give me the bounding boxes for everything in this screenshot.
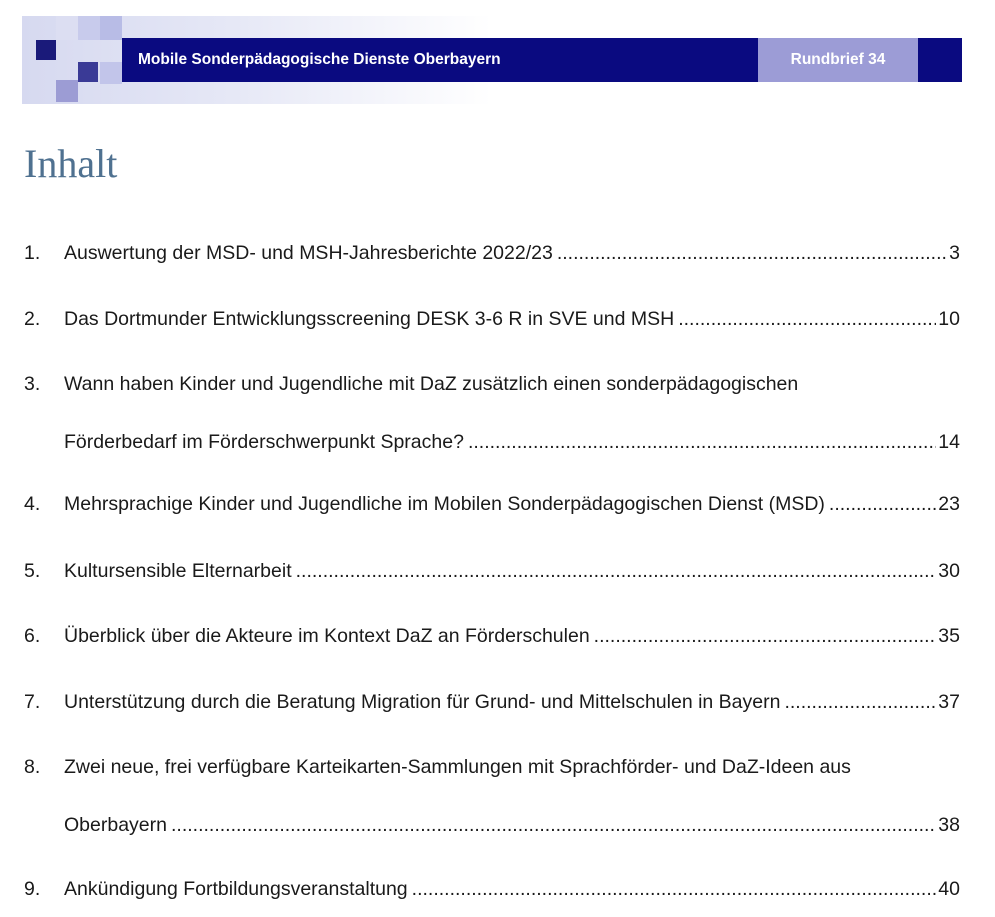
toc-page-number: 10 (936, 304, 960, 334)
toc-dot-leader (594, 621, 937, 651)
toc-number: 5. (24, 560, 41, 582)
toc-dot-leader (296, 556, 937, 586)
toc-dot-leader (412, 874, 937, 904)
toc-line (24, 304, 960, 334)
issue-badge: Rundbrief 34 (758, 38, 918, 82)
toc-title: Zwei neue, frei verfügbare Karteikarten-Sammlungen mit Sprachförder- und DaZ-Ideen aus (64, 756, 851, 778)
toc-title: Auswertung der MSD- und MSH-Jahresberichte 2022/23 (64, 238, 557, 268)
toc-entry[interactable] (24, 304, 960, 334)
toc-entry[interactable] (24, 874, 960, 904)
toc-title: Das Dortmunder Entwicklungsscreening DESK 3-6 R in SVE und MSH (64, 304, 678, 334)
toc-entry[interactable] (24, 556, 960, 586)
toc-title-row (64, 489, 960, 519)
toc-title-row (64, 304, 960, 334)
toc-page-number: 3 (947, 238, 960, 268)
toc-title: Wann haben Kinder und Jugendliche mit DaZ zusätzlich einen sonderpädagogischen (64, 373, 799, 395)
toc-title-row (64, 556, 960, 586)
toc-number: 4. (24, 493, 41, 515)
toc-title: Überblick über die Akteure im Kontext DaZ an Förderschulen (64, 621, 594, 651)
toc-page-number: 30 (936, 556, 960, 586)
toc-line (24, 556, 960, 586)
toc-number: 3. (24, 373, 41, 395)
toc-line (24, 687, 960, 717)
toc-line (24, 489, 960, 519)
toc-line (24, 874, 960, 904)
toc-title-row (64, 810, 960, 840)
toc-number: 2. (24, 308, 41, 330)
toc-title: Ankündigung Fortbildungsveranstaltung (64, 874, 412, 904)
toc-line (24, 621, 960, 651)
toc-entry[interactable] (24, 621, 960, 651)
toc-title-row (64, 238, 960, 268)
header-title: Mobile Sonderpädagogische Dienste Oberbayern (138, 51, 501, 68)
toc-entry[interactable] (24, 369, 960, 457)
toc-entry[interactable] (24, 489, 960, 519)
toc-page-number: 38 (936, 810, 960, 840)
toc-page-number: 23 (936, 489, 960, 519)
toc-dot-leader (678, 304, 936, 334)
toc-title: Oberbayern (64, 810, 171, 840)
toc-dot-leader (171, 810, 936, 840)
toc-number: 9. (24, 878, 41, 900)
toc-title-row (64, 427, 960, 457)
toc-dot-leader (557, 238, 947, 268)
table-of-contents (24, 0, 960, 917)
toc-line (24, 752, 960, 782)
toc-dot-leader (784, 687, 936, 717)
toc-line (24, 369, 960, 399)
toc-page-number: 40 (936, 874, 960, 904)
toc-number: 7. (24, 691, 41, 713)
toc-title: Mehrsprachige Kinder und Jugendliche im Mobilen Sonderpädagogischen Dienst (MSD) (64, 489, 829, 519)
toc-entry[interactable] (24, 687, 960, 717)
toc-title: Kultursensible Elternarbeit (64, 556, 296, 586)
toc-page-number: 14 (936, 427, 960, 457)
toc-line (24, 427, 960, 457)
toc-title-row (64, 874, 960, 904)
toc-number: 6. (24, 625, 41, 647)
toc-title: Förderbedarf im Förderschwerpunkt Sprache? (64, 427, 468, 457)
toc-entry[interactable] (24, 238, 960, 268)
toc-line (24, 238, 960, 268)
toc-page-number: 37 (936, 687, 960, 717)
toc-number: 1. (24, 242, 41, 264)
toc-title: Unterstützung durch die Beratung Migration für Grund- und Mittelschulen in Bayern (64, 687, 784, 717)
toc-dot-leader (468, 427, 936, 457)
page-title: Inhalt (24, 141, 118, 186)
toc-dot-leader (829, 489, 936, 519)
toc-line (24, 810, 960, 840)
toc-title-row (64, 621, 960, 651)
toc-entry[interactable] (24, 752, 960, 840)
toc-number: 8. (24, 756, 41, 778)
toc-title-row (64, 687, 960, 717)
toc-page-number: 35 (936, 621, 960, 651)
